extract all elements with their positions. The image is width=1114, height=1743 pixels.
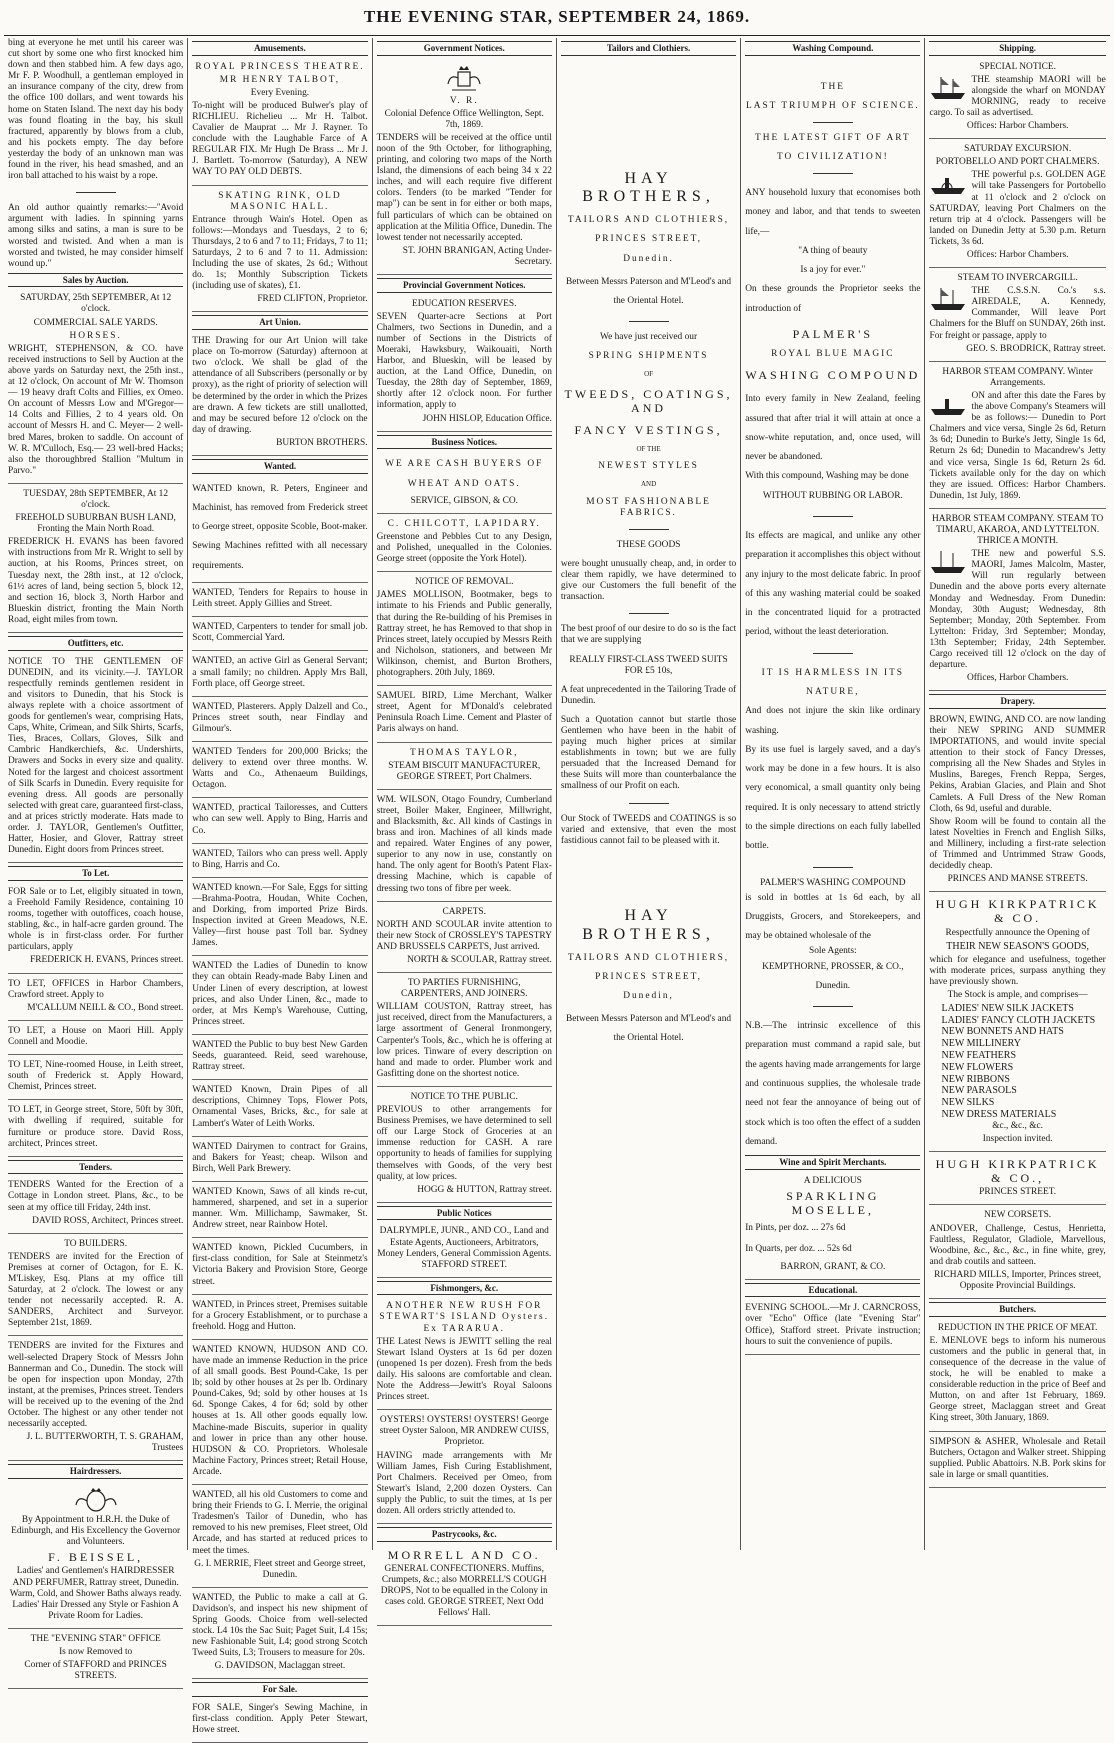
ad-date: SATURDAY, 25th SEPTEMBER, At 12 o'clock. (20, 293, 172, 315)
ad-body: THE C.S.S.N. Co.'s s.s. AIREDALE, A. Kennedy, Commander, Will leave Port Chalmers for the Bluff on SUNDAY, 26th inst. For freight or passage, apply to (929, 286, 1106, 341)
list-item: LADIES' NEW SILK JACKETS (941, 1002, 1074, 1014)
ad-body: WM. WILSON, Otago Foundry, Cumberland street, Boiler Maker, Engineer, Millwright, and Blacksmith, &c. All kinds of Castings in brass and iron. Machines of all kinds made and repaired. Water Engines of any power, superior to any now in use, constantly on hand. The only agent for Booth's Patent Flax-dressing Machine, which is capable of dressing two tons of fibre per week. (376, 794, 552, 894)
art-union-ad (192, 334, 367, 456)
ad-body: THE Latest News is JEWITT selling the real Stewart Island Oysters at 1s 6d per dozen (unopened 1s per dozen). Fresh from the beds daily. His saloons are comfortable and clean. Note the Address—Jewitt's Royal Saloons Princes street. (376, 1336, 552, 1403)
ad-body: ON and after this date the Fares by the above Company's Steamers will be as follows:— Dunedin to Port Chalmers and vice versa, Single 2s 6d, Return 3s 6d; Dunedin to Burke's Jetty, Single 1s 6d, Return 2s 6d; Dunedin to Macandrew's Jetty and vice versa, Single 1s 6d, Return 2s 6d. Tickets available only for the day on which they are issued. Offices: Harbor Chambers. Dunedin, 1st July, 1869. (929, 390, 1106, 501)
ad-body: Its effects are magical, and unlike any other preparation it accomplishes this object without any injury to the most delicate fabric. In proof of this any washing material could be soaked in the concentrated liquid for a protracted period, without the least deterioration. (745, 531, 921, 638)
ad-signature: JOHN HISLOP, Education Office. (422, 413, 552, 424)
ad-title: HARBOR STEAM COMPANY. Winter Arrangements. (942, 366, 1093, 388)
list-item: NEW PARASOLS (941, 1085, 1017, 1097)
ad-body: TO LET, Nine-roomed House, in Leith street, south of Frederick st. Apply Howard, Chemist, Princes street. (8, 1060, 184, 1093)
steamship-icon (929, 549, 967, 575)
ad-signature: BURTON BROTHERS. (276, 437, 368, 448)
ad-body: To-night will be produced Bulwer's play of RICHLIEU. Richelieu ... Mr H. Talbot. Cavalier de Mauprat ... Mr J. Rayner. To conclude with the Laughable Farce of A REGULAR FIX. Mr Hugh De Brass ... Mr J. J. Bartlett. To-morrow (Saturday), A NEW WAY TO PAY OLD DEBTS. (192, 100, 368, 178)
ad-title: HUGH KIRKPATRICK & CO., (935, 1157, 1100, 1186)
news-paragraph: bing at everyone he met until his career was cut short by some one who first knocked him down and then stabbed him. A few days ago, Mr F. P. Woodhull, a gentleman employed in an insurance company of the city, drew from the office 100 dollars, and went towards his home on Staten Island. The next day his body was found floating in the bay, his skull fractured, apparently by blows from a club, and his pockets empty. The day before yesterday the body of an unknown man was found in the river, his head smashed, and an iron ball attached to his waist by a rope. (8, 38, 184, 182)
steamship-icon (929, 391, 967, 417)
ad-line: Respectfully announce the Opening of (945, 927, 1090, 938)
ad-signature: ST. JOHN BRANIGAN, Acting Under-Secretary. (402, 245, 552, 267)
ad-body: Show Room will be found to contain all the latest Novelties in French and English Silks, and Millinery, including a first-rate selection of Trimmed and Untrimmed Straw Goods, decidedly cheap. (929, 816, 1106, 872)
shipping-ad (929, 142, 1105, 268)
ad-body: TO LET, in George street, Store, 50ft by 30ft, with dwelling if required, suitable for furniture or produce store. David Ross, architect, Princes street. (8, 1105, 184, 1149)
ad-body: The best proof of our desire to do so is the fact that we are supplying (560, 624, 737, 646)
column-4 (557, 38, 741, 1550)
section-header-auction: Sales by Auction. (8, 273, 183, 288)
ad-body: WANTED Known, Saws of all kinds re-cut, hammered, sharpened, and set in a superior manner. Wm. Millichamp, Sawmaker, St. Andrew street, near Rainbow Hotel. (192, 1186, 368, 1231)
ad-body: Is now Removed to (59, 1646, 133, 1657)
steamship-icon (929, 286, 967, 312)
wanted-ad (192, 700, 367, 742)
ad-headline: WASHING COMPOUND (745, 368, 921, 383)
ad-line: PRINCES STREET, (595, 971, 702, 982)
ad-body: is sold in bottles at 1s 6d each, by all Druggists, Grocers, and Storekeepers, and may be obtained wholesale of the (745, 892, 921, 942)
wanted-ad (192, 620, 367, 651)
ad-body: A feat unprecedented in the Tailoring Trade of Dunedin. (560, 684, 737, 706)
washing-compound-ad (745, 60, 920, 1153)
section-header-business: Business Notices. (377, 435, 552, 450)
shipping-ad (929, 271, 1105, 362)
ad-line: LAST TRIUMPH OF SCIENCE. (745, 100, 920, 111)
ad-body: WANTED, the Public to make a call at G. Davidson's, and inspect his new shipment of Spring Goods. Choice from well-selected stock. L4 10s the Sac Suit; Paget Suit, L4 15s; new Fashionable Suit, L4; good strong Scotch Tweed Suits, L3; Trousers to measure for 20s. (192, 1592, 368, 1659)
tender-ad (8, 1178, 183, 1233)
ad-body: WANTED the Ladies of Dunedin to know they can obtain Ready-made Baby Linen and Under Linen of every description, at lowest prices, and also Under Linen, &c., made to order, at Mrs Kemp's Warehouse, Cutting, Princes street. (192, 961, 368, 1027)
butcher-ad (929, 1435, 1105, 1488)
ad-body: Into every family in New Zealand, feeling assured that after trial it will attain at once a snow-white reputation, and, once used, will never be abandoned. (745, 394, 921, 463)
wanted-ad (192, 1343, 367, 1485)
ad-line: SPRING SHIPMENTS (588, 351, 709, 362)
theatre-ad (192, 60, 367, 186)
ad-subtitle: PORTOBELLO AND PORT CHALMERS. (935, 157, 1100, 168)
provincial-notice (377, 297, 552, 432)
section-header-tailors: Tailors and Clothiers. (561, 41, 736, 56)
ad-price: In Quarts, per doz. ... 52s 6d (745, 1244, 852, 1255)
ad-body: THE steamship MAORI will be alongside the wharf on MONDAY MORNING, ready to receive cargo. To sail as advertised. (929, 74, 1106, 118)
ad-cipher: V. R. (449, 95, 479, 106)
section-header-wine: Wine and Spirit Merchants. (745, 1155, 920, 1170)
shipping-ad (929, 512, 1105, 691)
ad-signature: J. L. BUTTERWORTH, T. S. GRAHAM, Trustees (26, 1432, 184, 1454)
section-header-educational: Educational. (745, 1283, 920, 1298)
divider (76, 192, 116, 193)
steamship-icon (929, 170, 967, 196)
ad-signature: FREDERICK H. EVANS, Princes street. (30, 955, 184, 966)
wanted-ad (192, 1591, 367, 1680)
business-notice (377, 575, 552, 686)
ad-title: REDUCTION IN THE PRICE OF MEAT. (937, 1322, 1098, 1333)
ad-line: OF THE (636, 445, 661, 454)
ad-signature: Offices, Harbor Chambers. (966, 673, 1069, 684)
ad-title: F. BEISSEL, (48, 1550, 144, 1565)
column-6 (925, 38, 1109, 1550)
list-item: NEW RIBBONS (941, 1073, 1010, 1085)
goods-list (929, 1003, 1105, 1121)
section-header-hairdressers: Hairdressers. (8, 1464, 183, 1479)
fishmonger-ad (377, 1299, 552, 1410)
section-header-washing: Washing Compound. (745, 41, 920, 56)
section-header-butchers: Butchers. (929, 1302, 1105, 1317)
outfitter-ad (8, 655, 183, 864)
ad-body: WANTED known.—For Sale, Eggs for sitting—Brahma-Pootra, Houdan, White Cochen, and Dorking, from imported Prize Birds. Inspection invited at Green Meadows, N.E. Valley—first house past Toll bar. Sydney James. (192, 882, 368, 949)
ad-title: STEAM TO INVERCARGILL. (957, 273, 1078, 284)
ad-title: FREEHOLD SUBURBAN BUSH LAND, Fronting the Main North Road. (15, 513, 176, 535)
ad-signature: G. DAVIDSON, Maclaggan street. (214, 1661, 346, 1672)
tender-ad (8, 1339, 183, 1461)
ad-body: FOR Sale or to Let, eligibly situated in town, a Freehold Family Residence, containing 10 rooms, together with outoffices, coach house, stabling, &c., in half-acre garden ground. The whole is in first-class order. For further particulars, apply (8, 886, 184, 953)
business-notice (377, 905, 552, 973)
ad-price: In Pints, per doz. ... 27s 6d (745, 1223, 846, 1234)
ad-body: WANTED, an active Girl as General Servant; a small family; no children. Apply Mrs Ball, Forth place, off George street. (192, 656, 368, 689)
ad-body: HAVING made arrangements with Mr William James, Fish Curing Establishment, Port Chalmers. Received per Omeo, from Stewart's Island, 2,200 dozen Oysters. Can supply the Public, to suit the times, at 1s per dozen. All orders strictly attended to. (376, 1450, 552, 1516)
auction-ad (8, 487, 183, 633)
ad-body: THE Drawing for our Art Union will take place on To-morrow (Saturday) afternoon at two o'clock. We shall be glad of the attendance of all Subscribers (personally or by proxy), as the right of priority of selection will be determined by the order in which the Prizes are drawn. A few tickets are still unallotted, and may be secured before 12 o'clock on the day of drawing. (192, 336, 368, 435)
ad-subtitle: Every Evening. (250, 87, 310, 98)
section-header-tenders: Tenders. (8, 1160, 183, 1175)
wanted-ad (192, 1298, 367, 1340)
wanted-ad (192, 1083, 367, 1136)
list-item: NEW MILLINERY (941, 1038, 1022, 1050)
tender-ad (8, 1237, 183, 1337)
ad-title: C. CHILCOTT, LAPIDARY. (387, 518, 541, 529)
ad-body: WANTED, all his old Customers to come and bring their Friends to G. I. Merrie, the original Tradesmen's Tailor of Dunedin, who has removed to his new premises, Fleet street, Old Arcade, and has started at reduced prices to meet the times. (192, 1490, 368, 1556)
wine-ad (745, 1174, 920, 1280)
list-item: NEW DRESS MATERIALS (941, 1109, 1057, 1121)
wanted-ad (192, 801, 367, 843)
section-header-shipping: Shipping. (929, 41, 1105, 56)
fishmonger-ad (377, 1413, 552, 1524)
ad-body: WANTED, Plasterers. Apply Dalzell and Co., Princes street south, near Findlay and Gilmour's. (192, 701, 368, 734)
ad-headline: PALMER'S (792, 326, 874, 341)
ad-headline: REALLY FIRST-CLASS TWEED SUITS FOR £5 10s, (569, 654, 728, 676)
wanted-ad (192, 745, 367, 798)
ad-body: TENDERS Wanted for the Erection of a Cottage in London street. Plans, &c., to be seen at my office till Friday, 24th inst. (8, 1180, 184, 1213)
business-notice (377, 453, 552, 514)
ad-address: Corner of STAFFORD and PRINCES STREETS. (24, 1660, 167, 1682)
ad-title: SKATING RINK, OLD MASONIC HALL. (218, 190, 342, 212)
ad-body: TENDERS are invited for the Fixtures and well-selected Drapery Stock of Messrs John Bannerman and Co., Dunedin. The stock will be open for inspection upon Monday, 27th instant, at the premises, Princes street. Tenders will be received up to the evening of the 2nd October. The highest or any other tender not necessarily accepted. (8, 1341, 184, 1430)
business-notice (377, 1090, 552, 1203)
ad-signature: NORTH & SCOULAR, Rattray street. (407, 955, 552, 966)
to-let-ad (8, 885, 183, 974)
skating-ad (192, 189, 367, 313)
section-header-public: Public Notices (377, 1206, 552, 1221)
pastrycook-ad (377, 1546, 552, 1627)
drapery-ad (929, 895, 1105, 1152)
ad-body: WANTED known, R. Peters, Engineer and Machinist, has removed from Frederick street to George street, opposite Scoble, Boot-maker. Sewing Machines refitted with all necessary requirements. (192, 483, 368, 571)
ad-body: THE new and powerful S.S. MAORI, James Malcolm, Master, Will run regularly between Dunedin and the above ports every alternate Monday and Wednesday. From Dunedin: Monday, 30th August; Wednesday, 8th September; Monday, 20th September. From Lyttelton: Friday, 3rd September; Monday, 13th September; Friday, 24th September. Cargo received till 12 o'clock on the day of departure. (929, 549, 1106, 671)
ad-body: NORTH AND SCOULAR invite attention to their new Stock of CROSSLEY'S TAPESTRY AND BRUSSELS CARPETS, Just arrived. (376, 919, 552, 952)
ad-body: THE powerful p.s. GOLDEN AGE will take Passengers for Portobello at 11 o'clock and 2 o'clock on SATURDAY, leaving Port Chalmers on the return trip at 4 o'clock. Passengers will be landed on Dunedin Jetty at 5.30 p.m. Return Tickets, 3s 6d. (929, 170, 1106, 247)
ad-address: Between Messrs Paterson and M'Leod's and the Oriental Hotel. (566, 1013, 732, 1044)
ad-signature: G. I. MERRIE, Fleet street and George street, Dunedin. (194, 1558, 366, 1580)
ad-line: KEMPTHORNE, PROSSER, & CO., Dunedin. (762, 961, 904, 991)
ad-title: TO PARTIES FURNISHING, CARPENTERS, AND JOINERS. (400, 978, 528, 1000)
steamship-icon (929, 75, 967, 101)
column-2 (188, 38, 372, 1736)
wanted-ad (192, 881, 367, 957)
columns (4, 38, 1110, 1736)
news-paragraph: An old author quaintly remarks:—"Avoid argument with ladies. In spinning yarns among silks and satins, a man is sure to be worsted and twisted. And when a man is worsted and twisted, he may consider himself wound up." (8, 203, 184, 269)
education-ad (745, 1301, 920, 1354)
ad-appointment: By Appointment to H.R.H. the Duke of Edinburgh, and His Excellency the Governor and Volunteers. (11, 1514, 181, 1548)
column-5 (741, 38, 925, 1550)
ad-line: Dunedin, (623, 990, 674, 1001)
ad-body: WANTED, Tailors who can press well. Apply to Bing, Harris and Co. (192, 848, 368, 870)
ad-body: WANTED, Carpenters to tender for small job. Scott, Commercial Yard. (192, 622, 368, 644)
ad-body: With this compound, Washing may be done (745, 471, 909, 482)
wanted-ad (192, 847, 367, 878)
ad-title: THE "EVENING STAR" OFFICE (30, 1633, 161, 1644)
wanted-ad (192, 1241, 367, 1294)
ad-line: OF (644, 370, 654, 379)
ad-line: MOST FASHIONABLE FABRICS. (586, 496, 711, 518)
ad-title: CARPETS. (442, 906, 486, 917)
wanted-ad (192, 1140, 367, 1182)
ad-body: FOR SALE, Singer's Sewing Machine, in first-class condition. Apply Peter Stewart, Howe street. (192, 1703, 368, 1736)
ad-signature: RICHARD MILLS, Importer, Princes street, Opposite Provincial Buildings. (934, 1269, 1102, 1292)
ad-body: TENDERS will be received at the office until noon of the 9th October, for lithographing, printing, and coloring two maps of the North Island, the dimensions of each being 34 x 22 inches, and will each require five different colors. Tenders (to be marked "Tender for map") can be sent in for either or both maps, full particulars of which can be obtained on application at the Militia Office, Dunedin. The lowest tender not necessarily accepted. (376, 132, 552, 243)
ad-signature: GEO. S. BRODRICK, Rattray street. (966, 343, 1106, 354)
ad-headline: FANCY VESTINGS, (574, 422, 723, 437)
ad-line: The Stock is ample, and comprises— (947, 989, 1088, 1000)
public-notice (377, 1224, 552, 1277)
ad-place: Colonial Defence Office Wellington, Sept. 7th, 1869. (384, 108, 544, 130)
wanted-ad (192, 586, 367, 617)
ad-title: HARBOR STEAM COMPANY. STEAM TO TIMARU, AKAROA, AND LYTTELTON. THRICE A MONTH. (931, 513, 1104, 547)
wanted-ad (192, 959, 367, 1035)
ad-signature: Offices: Harbor Chambers. (966, 250, 1069, 261)
ad-signature: M'CALLUM NEILL & CO., Bond street. (27, 1002, 184, 1013)
ad-line: THE (820, 81, 845, 92)
wanted-ad (192, 1038, 367, 1080)
ad-body: STEAM BISCUIT MANUFACTURER, GEORGE STREET, Port Chalmers. (388, 760, 541, 782)
ad-line: THESE GOODS (616, 539, 681, 550)
ad-body: were bought unusually cheap, and, in order to clear them rapidly, we have determined to give our Customers the full benefit of the transaction. (560, 558, 737, 603)
wanted-ad (192, 1488, 367, 1588)
ad-line: WITHOUT RUBBING OR LABOR. (762, 490, 903, 501)
ad-body: WILLIAM COUSTON, Rattray street, has just received, direct from the Manufacturers, a large assortment of General Ironmongery, Carpenter's Tools, &c., which he is offering at low prices. Tinware of every description on hand and made to order. Plumber work and Gasfitting done on the shortest notice. (376, 1002, 552, 1079)
list-item: NEW BONNETS AND HATS (941, 1026, 1064, 1038)
ad-body: SAMUEL BIRD, Lime Merchant, Walker street, Agent for M'Donald's celebrated Peninsula Roach Lime. Cement and Plaster of Paris always on hand. (376, 691, 552, 735)
ad-body: E. MENLOVE begs to inform his numerous customers and the public in general that, in consequence of the decrease in the value of stock, he will be enabled to make a considerable reduction in the price of Beef and Mutton, on and after 1st February, 1869. George street, Maclaggan street and Great King street, 30th January, 1869. (929, 1335, 1106, 1424)
ad-signature: HOGG & HUTTON, Rattray street. (417, 1184, 552, 1195)
ad-body: WANTED, practical Tailoresses, and Cutters who can sew well. Apply to Bing, Harris and Co. (192, 803, 368, 836)
ad-title: EDUCATION RESERVES. (412, 298, 517, 309)
auction-ad (8, 291, 183, 484)
ad-line: NEWEST STYLES (598, 461, 699, 472)
ad-body: N.B.—The intrinsic excellence of this preparation must command a rapid sale, but the agents having made arrangements for large and continuous supplies, the wholesale trade need not fear the annoyance of being out of stock which is too often the effect of a sudden demand. (745, 1021, 921, 1147)
ad-line: ROYAL BLUE MAGIC (771, 349, 895, 360)
ad-body: TO LET, OFFICES in Harbor Chambers, Crawford street. Apply to (8, 978, 184, 1000)
ad-body: WRIGHT, STEPHENSON, & CO. have received instructions to Sell by Auction at the above yards on Saturday next, the 25th inst., at 12 o'clock, On account of Mr W. Thomson— 19 heavy draft Colts and Fillies, ex Omeo. On account of Messrs Low and M'Gregor— 14 Colts and Fillies, 2 to 4 years old. On account of Messrs H. and C. Meyer— 2 well-bred Mares, broken to saddle. On account of W. R. M'Culloch, Esq.— 23 well-bred Hacks; also the thoroughbred Stallion "Multum in Parvo." (8, 343, 184, 476)
ad-line: THE LATEST GIFT OF ART (755, 132, 911, 143)
ad-quote: Is a joy for ever." (800, 265, 866, 276)
ad-title: TO BUILDERS. (64, 1238, 128, 1249)
royal-crest-icon (73, 1487, 119, 1513)
ad-body: EVENING SCHOOL.—Mr J. CARNCROSS, over "Echo" Office (late "Evening Star" Office), Stafford street. Private instruction; hours to suit the convenience of pupils. (745, 1303, 921, 1347)
ad-signature: PRINCES AND MANSE STREETS. (947, 874, 1088, 885)
section-header-amusements: Amusements. (192, 41, 367, 56)
ad-body: which for elegance and usefulness, together with moderate prices, surpass anything they have previously shown. (929, 954, 1106, 987)
to-let-ad (8, 1058, 183, 1100)
column-3 (373, 38, 557, 1619)
ad-body: And does not injure the skin like ordinary washing. (745, 706, 921, 736)
ad-line: We have just received our (599, 332, 698, 343)
section-header-pastrycooks: Pastrycooks, &c. (377, 1527, 552, 1542)
ad-body: WANTED known, Pickled Cucumbers, in first-class condition, for Sale at Steinmetz's Victoria Bakery and Provision Store, George street. (192, 1243, 368, 1287)
section-header-to-let: To Let. (8, 866, 183, 881)
ad-body: Greenstone and Pebbles Cut to any Design, and Polished, unequalled in the Colonies. George street (opposite the York Hotel). (376, 532, 552, 565)
list-item: NEW FEATHERS (941, 1050, 1017, 1062)
ad-body: SEVEN Quarter-acre Sections at Port Chalmers, two Sections in Dunedin, and a number of Sections in the Districts of Moeraki, Hawksbury, Waikouaiti, North Harbor, and Blueskin, will be leased by auction, at the Land Office, Dunedin, on Tuesday, the 28th day of September, 1869, shortly after 12 o'clock noon. For further information, apply to (376, 311, 552, 411)
list-item: NEW SILKS (941, 1097, 995, 1109)
ad-headline: THEIR NEW SEASON'S GOODS, (946, 940, 1089, 952)
ad-line: &c., &c., &c. (992, 1120, 1044, 1131)
to-let-ad (8, 977, 183, 1021)
wanted-ad (192, 478, 367, 583)
ad-title: ANOTHER NEW RUSH FOR STEWART'S ISLAND Oysters. Ex TARARUA. (379, 1301, 550, 1334)
ad-signature: DAVID ROSS, Architect, Princes street. (32, 1215, 184, 1226)
butcher-ad (929, 1321, 1105, 1432)
ad-title: MORRELL AND CO. (387, 1547, 541, 1562)
ad-line: AND (640, 480, 657, 489)
ad-body: PREVIOUS to other arrangements for Business Premises, we have determined to sell off our Large Stock of Groceries at an immense reduction for CASH. A rare opportunity to heads of families for supplying themselves with Goods, of the very best quality, at low prices. (376, 1105, 552, 1182)
ad-body: WANTED, Tenders for Repairs to house in Leith street. Apply Gillies and Street. (192, 588, 368, 610)
ad-title: ROYAL PRINCESS THEATRE. (195, 61, 365, 72)
ad-headline: TWEEDS, COATINGS, AND (564, 386, 733, 415)
ad-body: WANTED KNOWN, HUDSON AND CO. have made an immense Reduction in the price of all small goods. Best Pound-Cake, 1s per lb; sold by other houses at 2s per lb. Ordinary Pound-Cakes, 9d; sold by other houses at 1s 6d. Sponge Cakes, 4 for 6d; sold by other houses at 1s. All other goods equally low. Machine-made Biscuits, superior in quality and lower in price than any other house. HUDSON & CO. Proprietors. Wholesale Machine Factory, Princes street; Retail House, Arcade. (192, 1344, 368, 1477)
ad-quote: "A thing of beauty (798, 245, 868, 256)
ad-body: ANDOVER, Challenge, Cestus, Henrietta, Faultless, Regulator, Gladiole, Marvellous, Woodbine, &c., &c., &c., in fine white, grey, and drab coutils and satteen. (929, 1223, 1106, 1267)
ad-body: NOTICE TO THE GENTLEMEN OF DUNEDIN, and its vicinity.—J. TAYLOR respectfully reminds gentlemen resident in and visitors to Dunedin, that his Stock is always replete with a choice assortment of goods for gentlemen's wear, comprising Hats, Caps, White, Crimean, and Silk Shirts, Scarfs, Ties, Braces, Collars, Gloves, Silk and Cambric Handkerchiefs, &c. Undershirts, Drawers and Socks in every size and quality. Noted for the largest and choicest assortment of Silk Scarfs in Dunedin. Every requisite for evening dress. All goods are personally selected with great care, guaranteed first-class, and at prices strictly moderate. Hats made to order. J. TAYLOR, Gentlemen's Outfitter, Hatter, Hosier, and Glover, Rattray street Dunedin. Eight doors from Princes street. (8, 656, 184, 856)
ad-line: Sole Agents: (809, 946, 857, 957)
royal-arms-icon (444, 64, 484, 94)
list-item: NEW FLOWERS (941, 1061, 1014, 1073)
drapery-ad (929, 1208, 1105, 1299)
ad-body: GENERAL CONFECTIONERS. Muffins, Crumpets, &c.; also MORRELL'S COUGH DROPS, Not to be equalled in the Colony in cases cold. GEORGE STREET, Next Odd Fellows' Hall. (380, 1563, 548, 1619)
ad-title: SATURDAY EXCURSION. (964, 144, 1072, 155)
list-item: LADIES' FANCY CLOTH JACKETS (941, 1014, 1096, 1026)
section-header-for-sale: For Sale. (192, 1682, 367, 1697)
ad-title: HAY BROTHERS, (582, 169, 715, 206)
ad-line: TAILORS AND CLOTHIERS, (567, 215, 730, 226)
ad-signature: BARRON, GRANT, & CO. (780, 1261, 886, 1272)
ad-body: FREDERICK H. EVANS has been favored with instructions from Mr R. Wright to sell by auction, at his Rooms, Princes street, on Tuesday next, the 28th inst., at 12 o'clock, 61½ acres of land, being section 5, block 12, and section 16, block 3, North Harbor and Blueskin district, fronting the Main North Road, eight miles from town. (8, 537, 184, 625)
ad-body: WANTED the Public to buy best New Garden Seeds, guaranteed. Reid, seed warehouse, Rattray street. (192, 1039, 368, 1073)
ad-body: ANY household luxury that economises both money and labor, and that tends to sweeten life,— (745, 187, 921, 237)
ad-date: TUESDAY, 28th SEPTEMBER, At 12 o'clock. (23, 488, 169, 510)
ad-title: HAY BROTHERS, (582, 906, 715, 943)
business-notice (377, 689, 552, 742)
ad-address: PRINCES STREET. (979, 1187, 1057, 1198)
for-sale-ad (192, 1701, 367, 1743)
ad-body: TENDERS are invited for the Erection of Premises at corner of Octagon, for E. K. M'Liskey, Esq. Plans at my office till Saturday, at 2 o'clock. The lowest or any tender not necessarily accepted. R. A. SANDERS, Architect and Surveyor. September 21st, 1869. (8, 1251, 184, 1329)
ad-body: By its use fuel is largely saved, and a day's work may be done in a few hours. It is also very economical, a small quantity only being required. It is only necessary to attend strictly to the simple directions on each fully labelled bottle. (745, 744, 921, 852)
ad-body: WANTED Known, Drain Pipes of all descriptions, Chimney Tops, Flower Pots, Ornamental Vases, Bricks, &c., for sale at Lambert's Water of Leith Works. (192, 1085, 368, 1129)
ad-place: COMMERCIAL SALE YARDS. (33, 317, 158, 328)
section-header-art-union: Art Union. (192, 315, 367, 330)
ad-line: TAILORS AND CLOTHIERS, (567, 952, 730, 963)
ad-signature: Offices: Harbor Chambers. (966, 121, 1069, 132)
section-header-wanted: Wanted. (192, 459, 367, 474)
ad-body: JAMES MOLLISON, Bootmaker, begs to intimate to his Friends and Public generally, that during the Re-building of his Premises in Rattray street, he has Removed to that shop in Princes street, lately occupied by Messrs Reith and Nicholson, stationers, and between Mr Wilkinson, chemist, and Burton Brothers, photographers. 20th July, 1869. (376, 590, 552, 679)
ad-title: SPECIAL NOTICE. (979, 61, 1056, 72)
ad-line: A DELICIOUS (803, 1175, 862, 1186)
ad-body: WE ARE CASH BUYERS OF WHEAT AND OATS. (385, 459, 544, 489)
tailor-ad (561, 60, 736, 1049)
ad-body: On these grounds the Proprietor seeks the introduction of (745, 284, 921, 314)
to-let-ad (8, 1024, 183, 1055)
section-header-fishmongers: Fishmongers, &c. (377, 1281, 552, 1296)
ad-line: Dunedin. (623, 253, 674, 264)
government-notice (377, 60, 552, 275)
ad-body: Ladies' and Gentlemen's HAIRDRESSER AND PERFUMER, Rattray street, Dunedin. Warm, Cold, and Shower Baths always ready. Ladies' Hair Dressed any Style or Fashion A Private Room for Ladies. (9, 1566, 182, 1621)
business-notice (377, 746, 552, 790)
drapery-ad (929, 1155, 1105, 1205)
ad-body: SIMPSON & ASHER, Wholesale and Retail Butchers, Octagon and Walker street. Shipping supplied. Public Abattoirs. N.B. Pork skins for sale in large or small quantities. (929, 1436, 1106, 1480)
ad-body: TO LET, a House on Maori Hill. Apply Connell and Moodie. (8, 1025, 184, 1047)
ad-body: DALRYMPLE, JUNR., AND CO., Land and Estate Agents, Auctioneers, Arbitrators, Money Lenders, General Commission Agents. STAFFORD STREET. (377, 1226, 552, 1270)
ad-signature: SERVICE, GIBSON, & CO. (410, 495, 519, 506)
ad-address: Between Messrs Paterson and M'Leod's and the Oriental Hotel. (566, 276, 732, 306)
section-header-government: Government Notices. (377, 41, 552, 56)
ad-title: NOTICE TO THE PUBLIC. (410, 1091, 518, 1102)
ad-line: TO CIVILIZATION! (776, 151, 889, 162)
shipping-ad (929, 365, 1105, 509)
section-header-outfitters: Outfitters, etc. (8, 636, 183, 651)
office-notice (8, 1632, 183, 1689)
ad-line: IT IS HARMLESS IN ITS NATURE, (761, 667, 905, 698)
ad-body: WANTED, in Princes street, Premises suitable for a Grocery Establishment, or to purchase a freehold. Hogg and Hutton. (192, 1299, 368, 1332)
ad-title: THOMAS TAYLOR, (409, 747, 519, 758)
ad-body: BROWN, EWING, AND CO. are now landing their NEW SPRING AND SUMMER IMPORTATIONS, and would invite special attention to their stock of Fancy Dresses, comprising all the New Shades and Styles in Muslins, Bareges, French Reppa, Serges, Pekins, Arabian Glacies, and Plain and Shot Camlets. A Full Dress of the New Roman Cloth, 6s 9d, useful and durable. (929, 714, 1106, 814)
ad-title: HORSES. (69, 330, 122, 341)
shipping-ad (929, 60, 1105, 140)
ad-body: Our Stock of TWEEDS and COATINGS is so varied and extensive, that even the most fastidious cannot fail to be pleased with it. (560, 813, 737, 846)
column-1 (4, 38, 188, 1682)
ad-title: OYSTERS! OYSTERS! OYSTERS! George street Oyster Saloon, MR ANDREW CUISS, Proprietor. (379, 1415, 549, 1448)
to-let-ad (8, 1103, 183, 1156)
business-notice (377, 793, 552, 902)
ad-body: WANTED Tenders for 200,000 Bricks; the delivery to extend over three months. W. Watts and Co., Athenaeum Buildings, Octagon. (192, 746, 368, 791)
ad-body: Entrance through Wain's Hotel. Open as follows:—Mondays and Tuesdays, 2 to 6; Thursdays, 2 to 6 and 7 to 11; Fridays, 7 to 11; Saturdays, 2 to 6 and 7 to 11. Admission: Including the use of skates, 2s 6d.; Without do. 1s; Monthly Subscription Tickets (including use of skates), £1. (192, 214, 368, 292)
ad-title: NOTICE OF REMOVAL. (414, 577, 514, 588)
wanted-ad (192, 654, 367, 696)
drapery-ad (929, 713, 1105, 892)
section-header-drapery: Drapery. (929, 694, 1105, 709)
ad-signature: FRED CLIFTON, Proprietor. (257, 294, 368, 305)
section-header-provincial: Provincial Government Notices. (377, 278, 552, 293)
ad-body: WANTED Dairymen to contract for Grains, and Bakers for Yeast; cheap. Wilson and Birch, Well Park Brewery. (192, 1141, 368, 1174)
wanted-ad (192, 1185, 367, 1238)
ad-title: NEW CORSETS. (984, 1210, 1052, 1221)
hairdresser-ad (8, 1483, 183, 1629)
ad-line: PALMER'S WASHING COMPOUND (760, 877, 906, 888)
ad-headline: SPARKLING MOSELLE, (786, 1188, 880, 1217)
ad-body: Such a Quotation cannot but startle those Gentlemen who have been in the habit of paying much higher prices at similar establishments in town; but we are fully persuaded that the Increased Demand for these Suits will more than counterbalance the smallness of our Profit on each. (560, 714, 737, 792)
business-notice (377, 517, 552, 572)
ad-line: Inspection invited. (982, 1133, 1053, 1144)
ad-line: PRINCES STREET, (595, 234, 702, 245)
ad-title: HUGH KIRKPATRICK & CO. (935, 897, 1100, 926)
masthead: THE EVENING STAR, SEPTEMBER 24, 1869. (4, 0, 1110, 36)
business-notice (377, 976, 552, 1087)
ad-performer: MR HENRY TALBOT, (219, 74, 341, 85)
